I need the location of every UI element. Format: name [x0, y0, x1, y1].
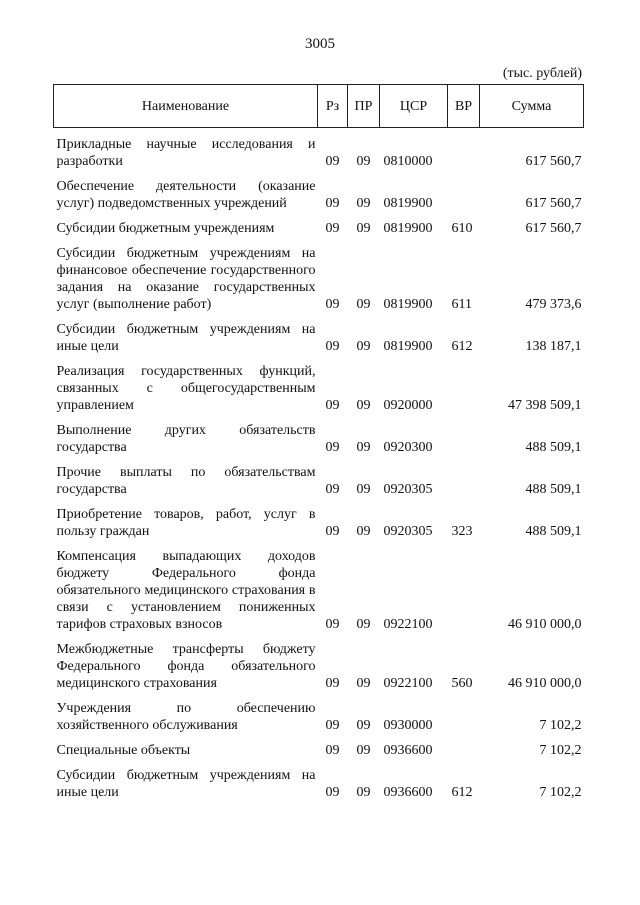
cell-pr: 09	[356, 154, 371, 169]
page-number: 3005	[305, 36, 335, 52]
header-csr: ЦСР	[380, 85, 448, 128]
cell-pr: 09	[356, 297, 371, 312]
cell-sum: 617 560,7	[525, 154, 582, 169]
header-pr: ПР	[348, 85, 380, 128]
cell-vr	[448, 460, 480, 502]
cell-vr: 611	[451, 297, 472, 312]
cell-csr: 0920000	[383, 398, 433, 413]
cell-name: Компенсация выпадающих доходов бюджету Федерального фонда обязательного медицинского страхования в связи с установлением пониженных тарифов страховых взносов	[56, 549, 316, 632]
cell-vr	[448, 174, 480, 216]
cell-rz: 09	[325, 398, 340, 413]
table-row	[54, 216, 584, 241]
table-row	[54, 763, 584, 805]
cell-rz: 09	[325, 196, 340, 211]
cell-pr: 09	[356, 617, 371, 632]
cell-name: Обеспечение деятельности (оказание услуг) подведомственных учреждений	[56, 179, 316, 211]
cell-rz: 09	[325, 297, 340, 312]
cell-vr: 560	[451, 676, 473, 691]
cell-rz: 09	[325, 524, 340, 539]
cell-sum: 138 187,1	[525, 339, 582, 354]
cell-pr: 09	[356, 196, 371, 211]
cell-csr: 0819900	[383, 196, 433, 211]
cell-sum: 7 102,2	[539, 743, 582, 758]
cell-pr: 09	[356, 718, 371, 733]
table-row	[54, 460, 584, 502]
cell-sum: 479 373,6	[525, 297, 582, 312]
cell-csr: 0922100	[383, 617, 433, 632]
budget-table	[53, 84, 584, 805]
cell-name: Учреждения по обеспечению хозяйственного обслуживания	[56, 701, 316, 733]
table-row	[54, 418, 584, 460]
cell-sum: 488 509,1	[525, 482, 582, 497]
cell-vr: 610	[451, 221, 473, 236]
cell-csr: 0920300	[383, 440, 433, 455]
cell-rz: 09	[325, 339, 340, 354]
cell-pr: 09	[356, 524, 371, 539]
cell-vr	[448, 418, 480, 460]
cell-vr	[448, 544, 480, 637]
cell-csr: 0819900	[383, 221, 433, 236]
cell-sum: 46 910 000,0	[508, 617, 582, 632]
cell-pr: 09	[356, 398, 371, 413]
cell-name: Субсидии бюджетным учреждениям	[56, 221, 275, 236]
units-label: (тыс. рублей)	[502, 66, 582, 81]
table-row	[54, 128, 584, 175]
header-vr: ВР	[448, 85, 480, 128]
cell-rz: 09	[325, 617, 340, 632]
table-row	[54, 696, 584, 738]
cell-rz: 09	[325, 718, 340, 733]
cell-name: Субсидии бюджетным учреждениям на иные цели	[56, 322, 316, 354]
cell-csr: 0810000	[383, 154, 433, 169]
cell-vr: 612	[451, 785, 473, 800]
header-row	[54, 85, 584, 128]
cell-csr: 0922100	[383, 676, 433, 691]
table-body	[54, 128, 584, 806]
header-rz: Рз	[318, 85, 348, 128]
cell-vr	[448, 696, 480, 738]
cell-sum: 488 509,1	[525, 440, 582, 455]
cell-rz: 09	[325, 482, 340, 497]
cell-csr: 0920305	[383, 482, 433, 497]
cell-sum: 488 509,1	[525, 524, 582, 539]
cell-name: Приобретение товаров, работ, услуг в пользу граждан	[56, 507, 316, 539]
cell-pr: 09	[356, 743, 371, 758]
cell-name: Специальные объекты	[56, 743, 191, 758]
cell-vr	[448, 128, 480, 175]
cell-name: Субсидии бюджетным учреждениям на иные цели	[56, 768, 316, 800]
header-name: Наименование	[54, 85, 318, 128]
cell-pr: 09	[356, 482, 371, 497]
cell-sum: 47 398 509,1	[508, 398, 582, 413]
table-row	[54, 359, 584, 418]
cell-pr: 09	[356, 440, 371, 455]
cell-sum: 617 560,7	[525, 221, 582, 236]
cell-csr: 0930000	[383, 718, 433, 733]
cell-name: Выполнение других обязательств государства	[56, 423, 316, 455]
cell-pr: 09	[356, 339, 371, 354]
cell-csr: 0936600	[383, 785, 433, 800]
cell-vr: 612	[451, 339, 473, 354]
table-row	[54, 317, 584, 359]
table-row	[54, 174, 584, 216]
cell-rz: 09	[325, 440, 340, 455]
cell-rz: 09	[325, 676, 340, 691]
cell-name: Межбюджетные трансферты бюджету Федерального фонда обязательного медицинского страхования	[56, 642, 316, 691]
cell-vr	[448, 359, 480, 418]
cell-pr: 09	[356, 221, 371, 236]
table-row	[54, 544, 584, 637]
cell-name: Субсидии бюджетным учреждениям на финансовое обеспечение государственного задания на оказание государственных услуг (выполнение работ)	[56, 246, 316, 312]
cell-rz: 09	[325, 154, 340, 169]
cell-csr: 0819900	[383, 339, 433, 354]
table-row	[54, 738, 584, 763]
cell-vr: 323	[451, 524, 473, 539]
table-row	[54, 637, 584, 696]
cell-sum: 7 102,2	[539, 785, 582, 800]
cell-rz: 09	[325, 743, 340, 758]
cell-csr: 0936600	[383, 743, 433, 758]
cell-csr: 0920305	[383, 524, 433, 539]
cell-sum: 7 102,2	[539, 718, 582, 733]
table-row	[54, 502, 584, 544]
cell-rz: 09	[325, 221, 340, 236]
cell-sum: 46 910 000,0	[508, 676, 582, 691]
cell-vr	[448, 738, 480, 763]
cell-rz: 09	[325, 785, 340, 800]
budget-table-container	[53, 84, 583, 805]
cell-name: Реализация государственных функций, связанных с общегосударственным управлением	[56, 364, 316, 413]
cell-sum: 617 560,7	[525, 196, 582, 211]
table-header	[54, 85, 584, 128]
cell-name: Прочие выплаты по обязательствам государства	[56, 465, 316, 497]
cell-csr: 0819900	[383, 297, 433, 312]
cell-pr: 09	[356, 676, 371, 691]
cell-pr: 09	[356, 785, 371, 800]
cell-name: Прикладные научные исследования и разработки	[56, 137, 316, 169]
header-sum: Сумма	[480, 85, 584, 128]
table-row	[54, 241, 584, 317]
